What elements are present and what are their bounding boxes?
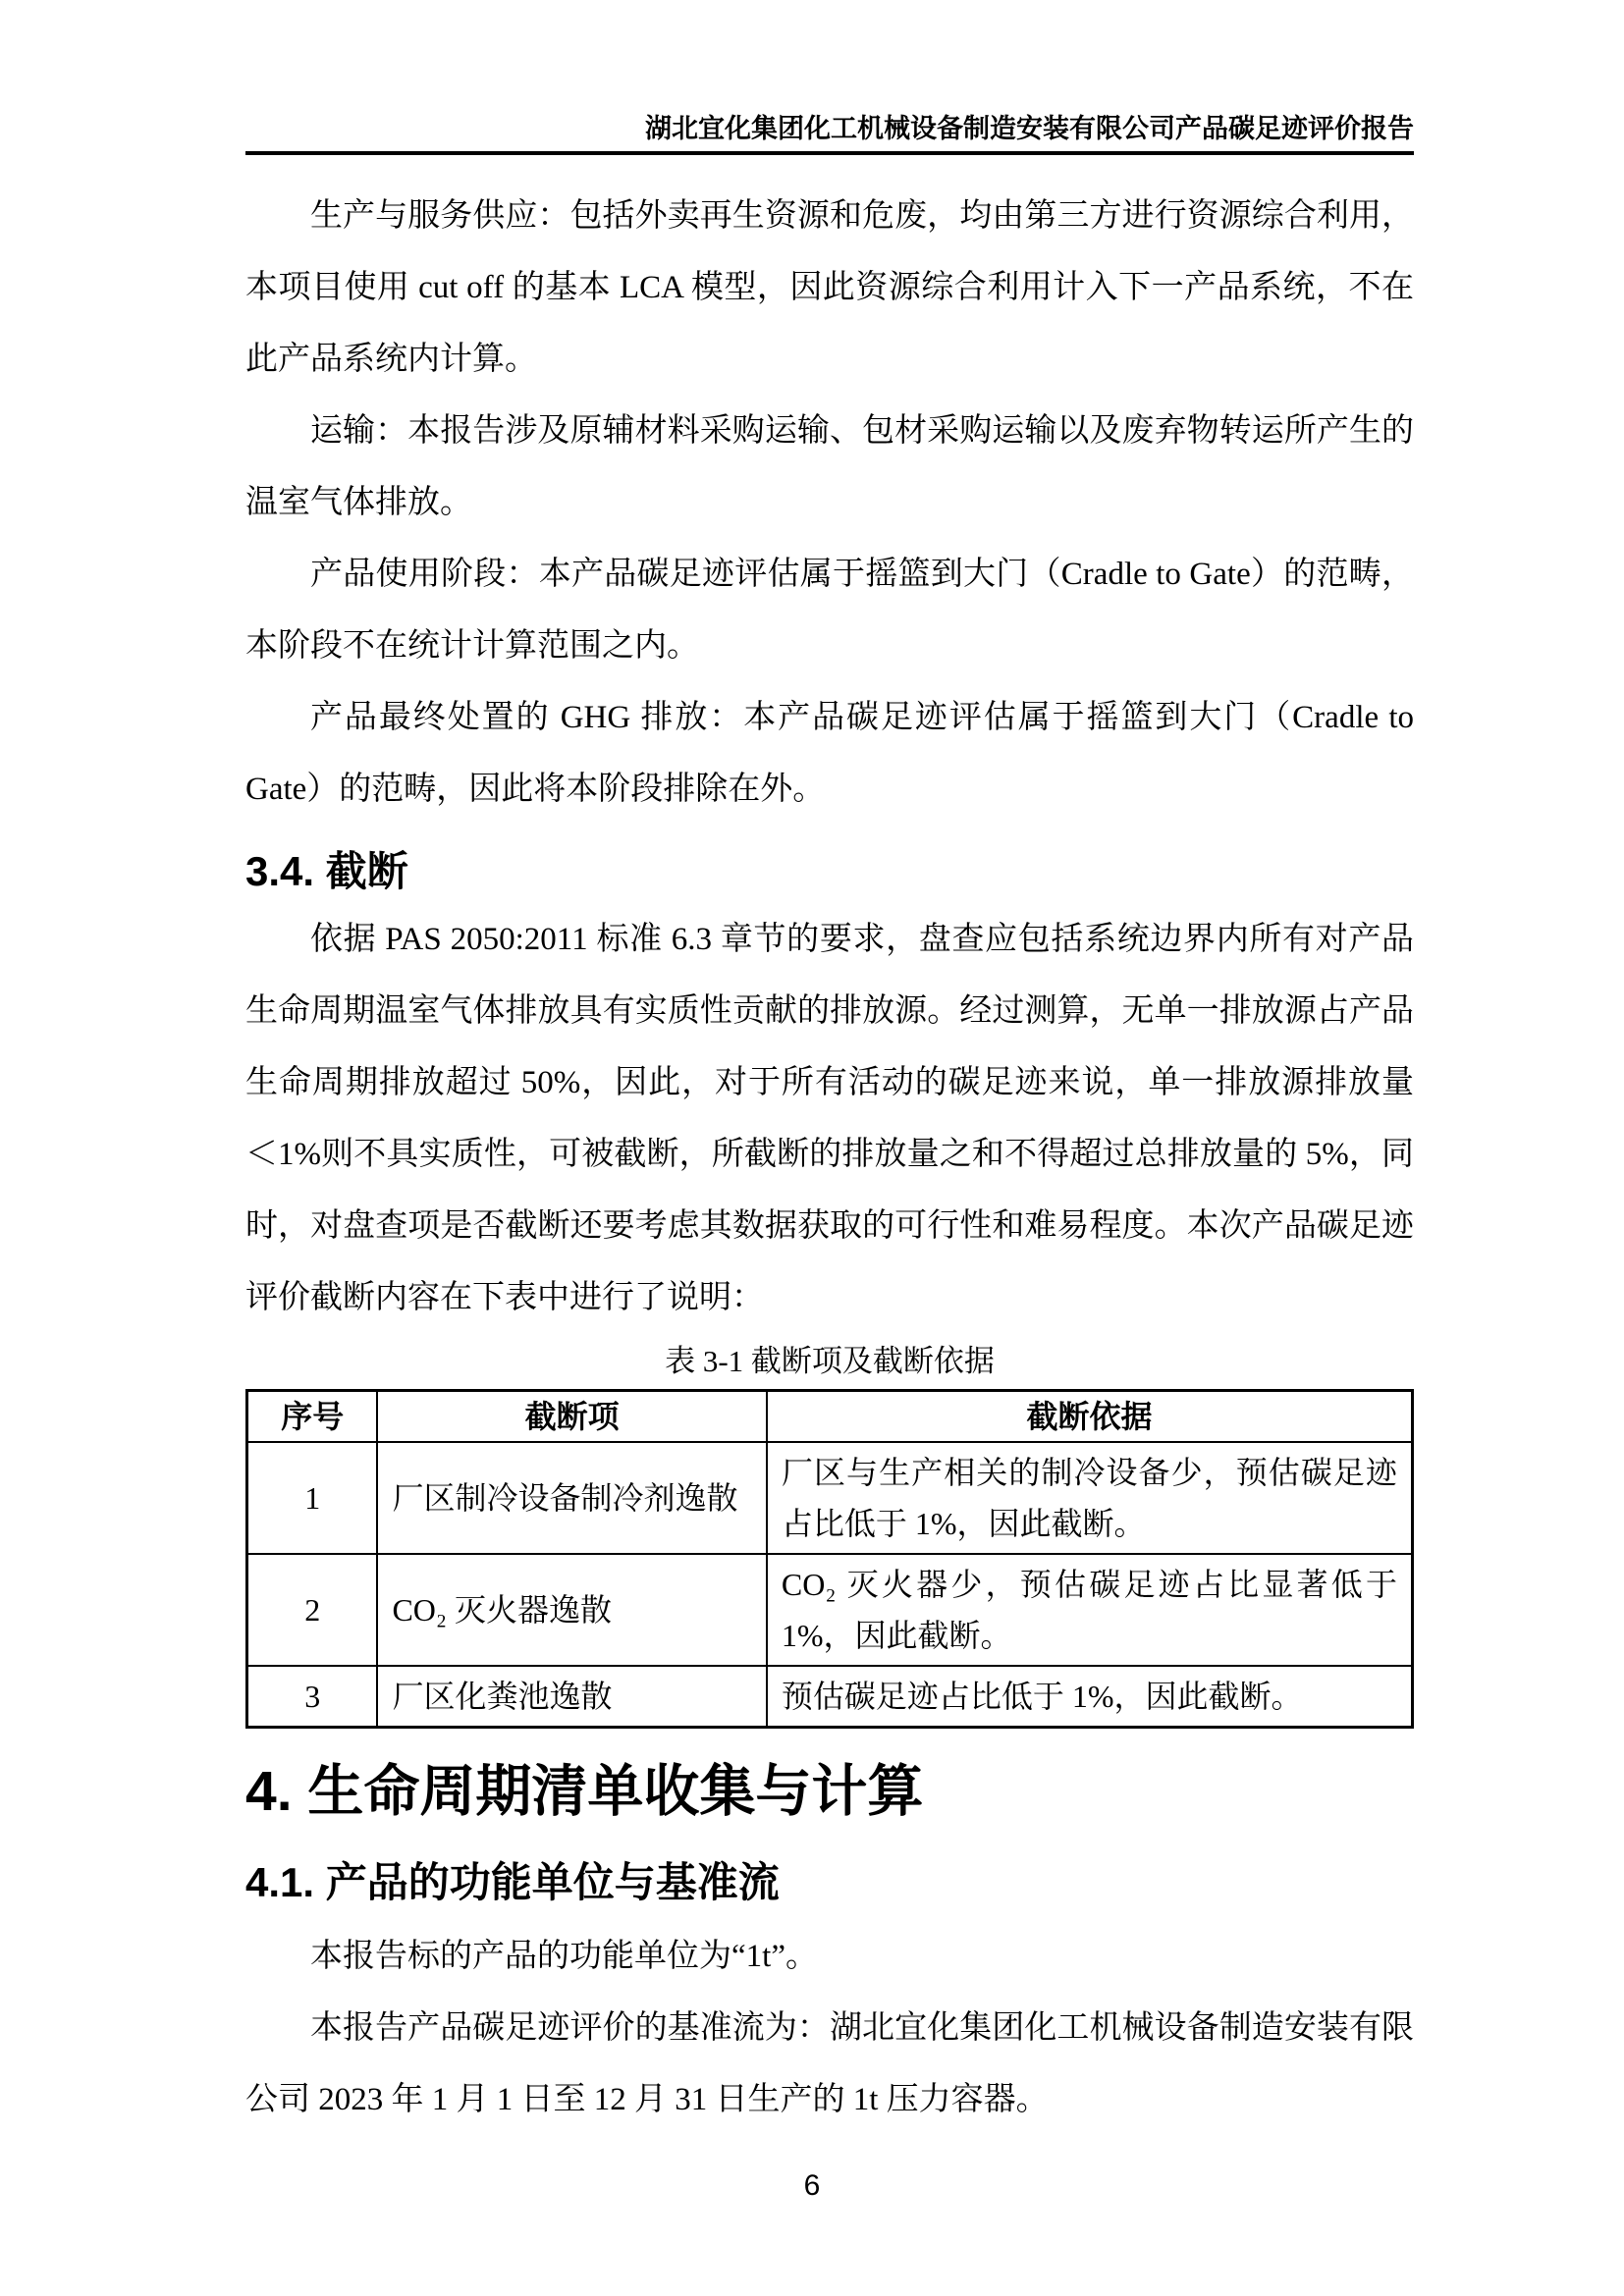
- table-row: [247, 1442, 1413, 1554]
- table-header-item: 截断项: [377, 1391, 766, 1443]
- table-caption: 表 3-1 截断项及截断依据: [665, 1344, 995, 1378]
- running-header: [245, 0, 1414, 155]
- section-4-1-paragraph-reference-flow: 本报告产品碳足迹评价的基准流为：湖北宜化集团化工机械设备制造安装有限公司 2023 年 1 月 1 日至 12 月 31 日生产的 1t 压力容器。: [245, 2010, 1414, 2117]
- row-item: CO₂ 灭火器逸散: [377, 1554, 766, 1666]
- table-header-row: [247, 1391, 1413, 1443]
- table-header-no: 序号: [247, 1391, 378, 1443]
- row-item: 厂区制冷设备制冷剂逸散: [377, 1442, 766, 1554]
- report-title: 湖北宜化集团化工机械设备制造安装有限公司产品碳足迹评价报告: [645, 114, 1414, 143]
- intro-paragraphs: [245, 181, 1414, 826]
- chapter-4-title: 4. 生命周期清单收集与计算: [245, 1760, 924, 1823]
- row-item: 厂区化粪池逸散: [377, 1666, 766, 1728]
- row-basis: 预估碳足迹占比低于 1%，因此截断。: [767, 1666, 1413, 1728]
- table-header-basis: 截断依据: [767, 1391, 1413, 1443]
- row-no: 1: [247, 1442, 378, 1554]
- paragraph-use-stage: 产品使用阶段：本产品碳足迹评估属于摇篮到大门（Cradle to Gate）的范畴，本阶段不在统计计算范围之内。: [245, 557, 1414, 664]
- section-4-1-paragraph-functional-unit: 本报告标的产品的功能单位为“1t”。: [310, 1939, 818, 1974]
- row-basis: 厂区与生产相关的制冷设备少，预估碳足迹占比低于 1%，因此截断。: [767, 1442, 1413, 1554]
- row-no: 2: [247, 1554, 378, 1666]
- section-4-1-title: 4.1. 产品的功能单位与基准流: [245, 1859, 780, 1905]
- section-3-4-paragraph: 依据 PAS 2050:2011 标准 6.3 章节的要求，盘查应包括系统边界内所有对产品生命周期温室气体排放具有实质性贡献的排放源。经过测算，无单一排放源占产品生命周期排放超过 50%，因此，对于所有活动的碳足迹来说，单一排放源排放量＜1%则不具实质性，可被截断，所截断的排放量之和不得超过总排放量的 5%，同时，对盘查项是否截断还要考虑其数据获取的可行性和难易程度。本次产品碳足迹评价截断内容在下表中进行了说明：: [245, 922, 1414, 1315]
- row-basis: CO₂ 灭火器少，预估碳足迹占比显著低于 1%，因此截断。: [767, 1554, 1413, 1666]
- section-3-4-title: 3.4. 截断: [245, 848, 408, 894]
- page-number: 6: [803, 2169, 821, 2202]
- row-no: 3: [247, 1666, 378, 1728]
- table-row: [247, 1666, 1413, 1728]
- cutoff-table: [245, 1389, 1414, 1729]
- paragraph-final-disposal: 产品最终处置的 GHG 排放：本产品碳足迹评估属于摇篮到大门（Cradle to Gate）的范畴，因此将本阶段排除在外。: [245, 700, 1414, 807]
- paragraph-transport: 运输：本报告涉及原辅材料采购运输、包材采购运输以及废弃物转运所产生的温室气体排放。: [245, 413, 1414, 520]
- paragraph-production-services: 生产与服务供应：包括外卖再生资源和危废，均由第三方进行资源综合利用，本项目使用 cut off 的基本 LCA 模型，因此资源综合利用计入下一产品系统，不在此产品系统内计算。: [245, 198, 1414, 377]
- table-row: [247, 1554, 1413, 1666]
